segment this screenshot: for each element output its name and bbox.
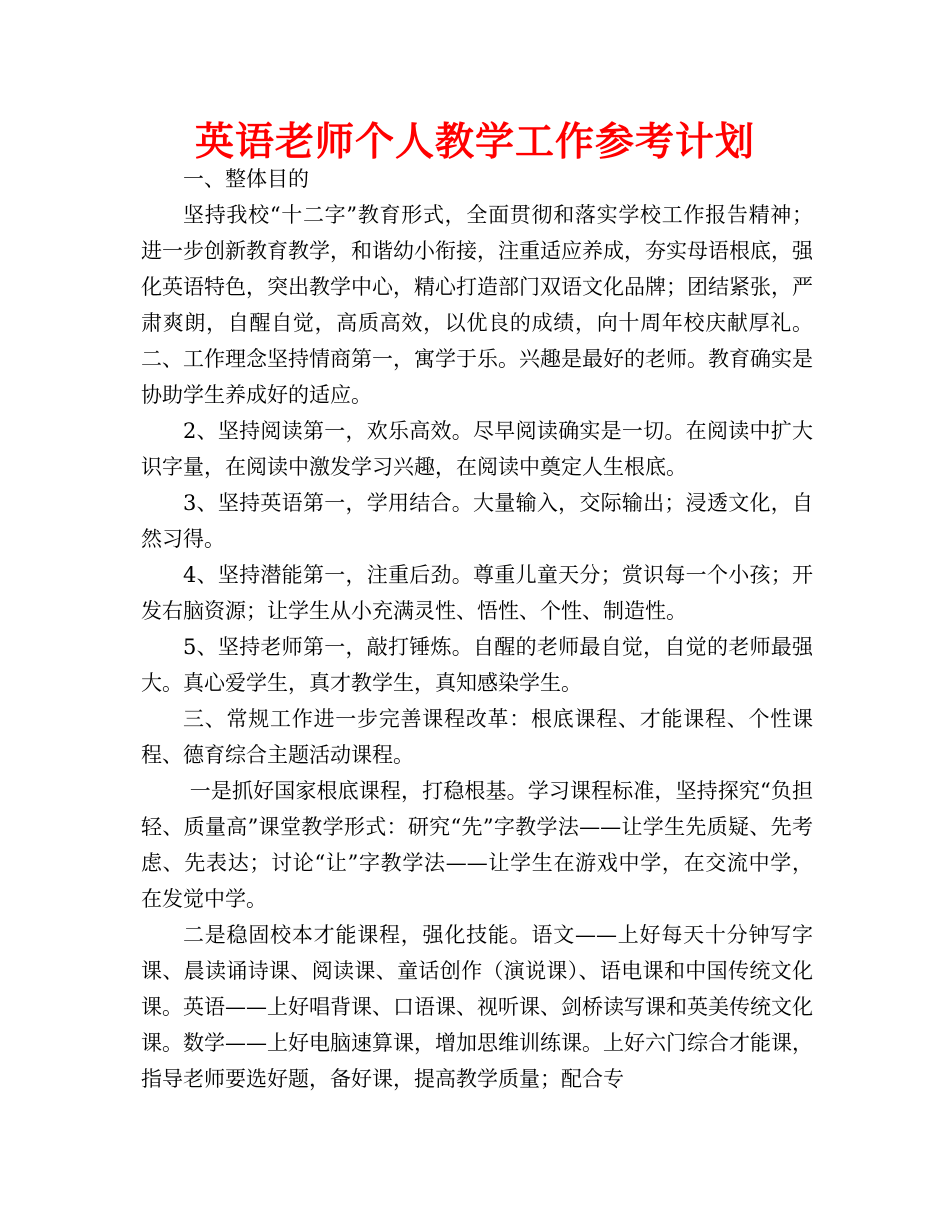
paragraph-potential-first: 4、坚持潜能第一，注重后劲。尊重儿童天分；赏识每一个小孩；开发右脑资源；让学生从小充满灵性、悟性、个性、制造性。 [141,563,813,623]
paragraph-overall-goal-heading: 一、整体目的 [183,167,309,191]
paragraph-teacher-first: 5、坚持老师第一，敲打锤炼。自醒的老师最自觉，自觉的老师最强大。真心爱学生，真才教学生，真知感染学生。 [141,635,813,695]
paragraph-national-curriculum: 一是抓好国家根底课程，打稳根基。学习课程标准，坚持探究“负担轻、质量高”课堂教学形式：研究“先”字教学法——让学生先质疑、先考虑、先表达；讨论“让”字教学法——让学生在游戏中学，在交流中学，在发觉中学。 [141,779,813,911]
paragraph-overall-goal: 坚持我校“十二字”教育形式，全面贯彻和落实学校工作报告精神；进一步创新教育教学，和谐幼小衔接，注重适应养成，夯实母语根底，强化英语特色，突出教学中心，精心打造部门双语文化品牌；团结紧张，严肃爽朗，自醒自觉，高质高效，以优良的成绩，向十周年校庆献厚礼。二、工作理念坚持情商第一，寓学于乐。兴趣是最好的老师。教育确实是协助学生养成好的适应。 [141,203,813,407]
document-body [141,161,813,1097]
document-title: 英语老师个人教学工作参考计划 [194,120,755,165]
paragraph-routine-work: 三、常规工作进一步完善课程改革：根底课程、才能课程、个性课程、德育综合主题活动课程。 [141,707,813,767]
paragraph-school-curriculum: 二是稳固校本才能课程，强化技能。语文——上好每天十分钟写字课、晨读诵诗课、阅读课、童话创作（演说课）、语电课和中国传统文化课。英语——上好唱背课、口语课、视听课、剑桥读写课和英美传统文化课。数学——上好电脑速算课，增加思维训练课。上好六门综合才能课，指导老师要选好题，备好课，提高教学质量；配合专 [141,923,813,1091]
paragraph-english-first: 3、坚持英语第一，学用结合。大量输入，交际输出；浸透文化，自然习得。 [141,491,813,551]
paragraph-reading-first: 2、坚持阅读第一，欢乐高效。尽早阅读确实是一切。在阅读中扩大识字量，在阅读中激发学习兴趣，在阅读中奠定人生根底。 [141,419,813,479]
